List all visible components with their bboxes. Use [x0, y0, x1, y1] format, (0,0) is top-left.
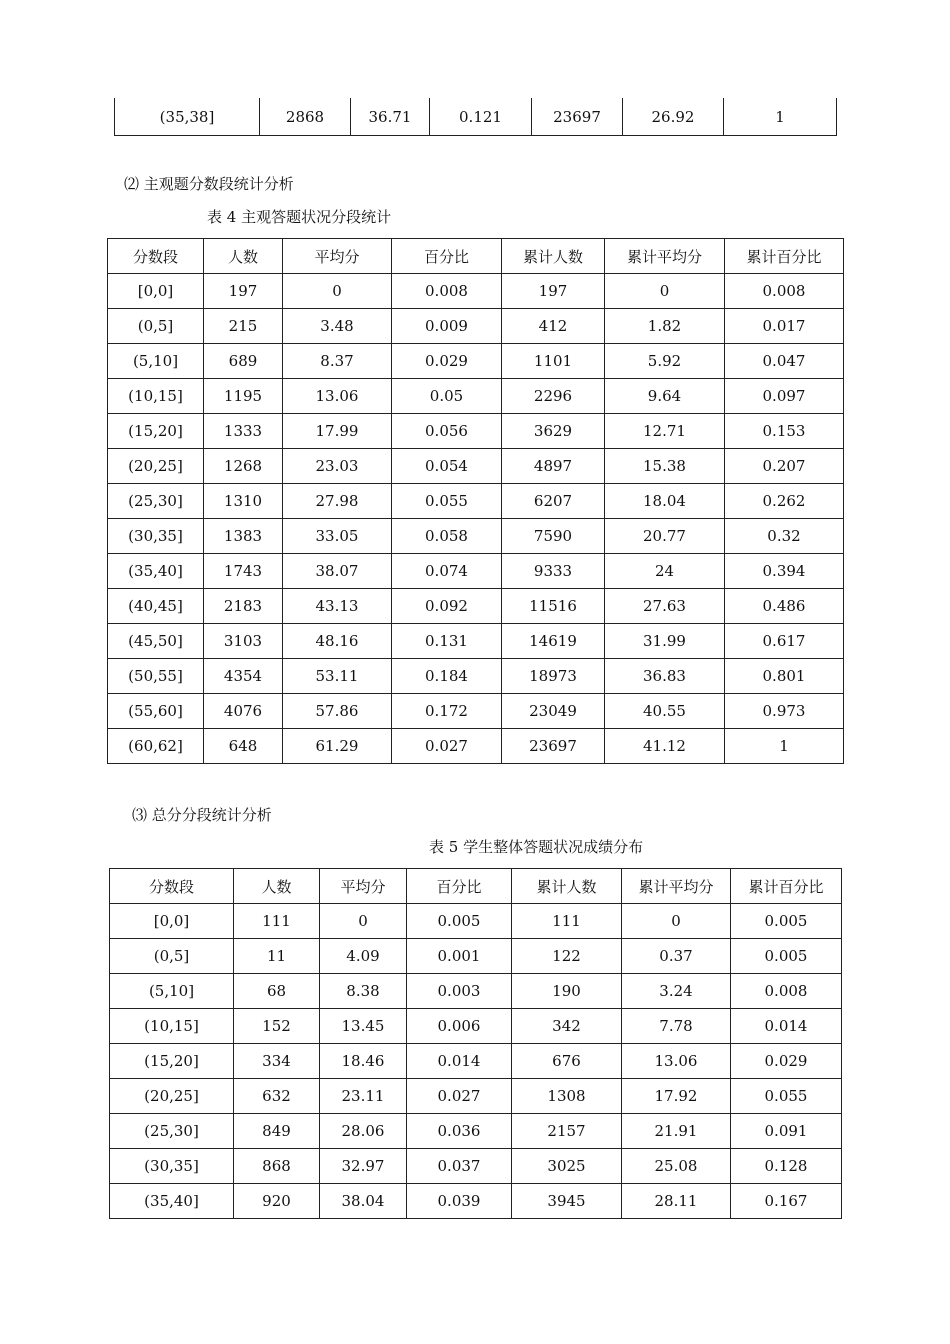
column-header: 人数 — [234, 869, 320, 904]
table-cell: 0.05 — [392, 379, 502, 414]
column-header: 分数段 — [110, 869, 234, 904]
table-cell: 25.08 — [622, 1149, 731, 1184]
top-table-fragment — [114, 98, 837, 136]
table-cell: 14619 — [502, 624, 605, 659]
table-cell: 26.92 — [623, 98, 724, 136]
table-cell: 0.128 — [731, 1149, 842, 1184]
table-row — [110, 1184, 842, 1219]
table-cell: (40,45] — [108, 589, 204, 624]
table-cell: (60,62] — [108, 729, 204, 764]
table-cell: 53.11 — [283, 659, 392, 694]
table-cell: (15,20] — [108, 414, 204, 449]
table-row — [108, 729, 844, 764]
table-row — [110, 1149, 842, 1184]
table-row — [110, 1009, 842, 1044]
table-cell: (30,35] — [110, 1149, 234, 1184]
table-cell: 197 — [204, 274, 283, 309]
table-cell: 2296 — [502, 379, 605, 414]
table-cell: 0.047 — [725, 344, 844, 379]
column-header: 平均分 — [320, 869, 407, 904]
table-cell: 868 — [234, 1149, 320, 1184]
table-cell: 920 — [234, 1184, 320, 1219]
table-cell: 0 — [283, 274, 392, 309]
table-cell: (0,5] — [108, 309, 204, 344]
table-cell: 0.167 — [731, 1184, 842, 1219]
table-cell: 0.153 — [725, 414, 844, 449]
table-cell: 57.86 — [283, 694, 392, 729]
table-cell: 28.06 — [320, 1114, 407, 1149]
table4-caption: 表 4 主观答题状况分段统计 — [207, 208, 392, 226]
table-cell: 3.24 — [622, 974, 731, 1009]
table-cell: (45,50] — [108, 624, 204, 659]
table-cell: 0.801 — [725, 659, 844, 694]
table-cell: 1101 — [502, 344, 605, 379]
table-cell: 8.37 — [283, 344, 392, 379]
table-row — [110, 974, 842, 1009]
table-cell: 40.55 — [605, 694, 725, 729]
table-row — [108, 519, 844, 554]
table-cell: 2868 — [260, 98, 351, 136]
table-row — [108, 589, 844, 624]
table-cell: 21.91 — [622, 1114, 731, 1149]
table-cell: 1268 — [204, 449, 283, 484]
table-cell: 0.32 — [725, 519, 844, 554]
table-cell: 4897 — [502, 449, 605, 484]
table-cell: 1333 — [204, 414, 283, 449]
table-cell: 0.027 — [407, 1079, 512, 1114]
table-cell: 0 — [622, 904, 731, 939]
table-cell: 0.029 — [392, 344, 502, 379]
column-header: 累计百分比 — [731, 869, 842, 904]
table-cell: 0.014 — [731, 1009, 842, 1044]
table-cell: 24 — [605, 554, 725, 589]
table-cell: 0.394 — [725, 554, 844, 589]
table-cell: (15,20] — [110, 1044, 234, 1079]
table-cell: 0.056 — [392, 414, 502, 449]
table-cell: 0.001 — [407, 939, 512, 974]
table-cell: 18.04 — [605, 484, 725, 519]
table-cell: 334 — [234, 1044, 320, 1079]
table-cell: 23697 — [502, 729, 605, 764]
table-cell: 111 — [234, 904, 320, 939]
column-header: 百分比 — [392, 239, 502, 274]
table-cell: 0.37 — [622, 939, 731, 974]
table-cell: 11 — [234, 939, 320, 974]
table-cell: 41.12 — [605, 729, 725, 764]
table-row — [108, 344, 844, 379]
table-cell: 111 — [512, 904, 622, 939]
table-cell: 0.014 — [407, 1044, 512, 1079]
column-header: 累计百分比 — [725, 239, 844, 274]
table-cell: 0.121 — [430, 98, 532, 136]
table-cell: 3103 — [204, 624, 283, 659]
table-cell: 215 — [204, 309, 283, 344]
table-cell: 0.055 — [392, 484, 502, 519]
table-cell: 18.46 — [320, 1044, 407, 1079]
table-cell: 676 — [512, 1044, 622, 1079]
table-cell: 0.054 — [392, 449, 502, 484]
table-cell: 17.92 — [622, 1079, 731, 1114]
table-cell: 0.184 — [392, 659, 502, 694]
column-header: 百分比 — [407, 869, 512, 904]
column-header: 累计平均分 — [605, 239, 725, 274]
table-cell: [0,0] — [110, 904, 234, 939]
table-cell: 48.16 — [283, 624, 392, 659]
table-cell: 4.09 — [320, 939, 407, 974]
table-cell: 342 — [512, 1009, 622, 1044]
table-cell: 0.097 — [725, 379, 844, 414]
table-cell: (35,38] — [115, 98, 260, 136]
table-cell: 6207 — [502, 484, 605, 519]
table-cell: 23049 — [502, 694, 605, 729]
table-row — [110, 939, 842, 974]
table-cell: 15.38 — [605, 449, 725, 484]
table-cell: 0.058 — [392, 519, 502, 554]
table-cell: 1308 — [512, 1079, 622, 1114]
table-row — [110, 1079, 842, 1114]
table-cell: (5,10] — [108, 344, 204, 379]
table-cell: 18973 — [502, 659, 605, 694]
table-cell: 2157 — [512, 1114, 622, 1149]
table-cell: 0.486 — [725, 589, 844, 624]
table-row — [110, 1114, 842, 1149]
table-cell: 0 — [320, 904, 407, 939]
table-cell: 0.008 — [392, 274, 502, 309]
table-cell: 20.77 — [605, 519, 725, 554]
table-cell: 0.131 — [392, 624, 502, 659]
table-row — [108, 414, 844, 449]
table-row — [108, 309, 844, 344]
table-header-row — [110, 869, 842, 904]
table-cell: 152 — [234, 1009, 320, 1044]
table-cell: 23.03 — [283, 449, 392, 484]
table-cell: 23.11 — [320, 1079, 407, 1114]
table-row — [108, 484, 844, 519]
table-cell: 32.97 — [320, 1149, 407, 1184]
table-cell: 0.037 — [407, 1149, 512, 1184]
table-row — [110, 904, 842, 939]
table-cell: 27.98 — [283, 484, 392, 519]
table-cell: 0.262 — [725, 484, 844, 519]
table-cell: 0.074 — [392, 554, 502, 589]
table-cell: 0.005 — [407, 904, 512, 939]
table-cell: 36.83 — [605, 659, 725, 694]
table-cell: 1.82 — [605, 309, 725, 344]
column-header: 平均分 — [283, 239, 392, 274]
table-cell: 0.055 — [731, 1079, 842, 1114]
table-cell: 27.63 — [605, 589, 725, 624]
section-heading-total-score: ⑶ 总分分段统计分析 — [132, 806, 272, 824]
table-cell: [0,0] — [108, 274, 204, 309]
table-cell: 1383 — [204, 519, 283, 554]
column-header: 人数 — [204, 239, 283, 274]
table-cell: (0,5] — [110, 939, 234, 974]
table-row — [108, 449, 844, 484]
table-cell: 23697 — [532, 98, 623, 136]
table5-total-score-distribution — [109, 868, 842, 1219]
table-cell: 1195 — [204, 379, 283, 414]
table-row — [108, 379, 844, 414]
table-cell: 8.38 — [320, 974, 407, 1009]
table-cell: 0.008 — [731, 974, 842, 1009]
table-cell: 38.04 — [320, 1184, 407, 1219]
table-cell: 0.091 — [731, 1114, 842, 1149]
table-cell: 0.036 — [407, 1114, 512, 1149]
table-cell: 0.017 — [725, 309, 844, 344]
column-header: 累计人数 — [512, 869, 622, 904]
table4-subjective-score-bands — [107, 238, 844, 764]
table-cell: 0.617 — [725, 624, 844, 659]
table-cell: 1743 — [204, 554, 283, 589]
table5-caption: 表 5 学生整体答题状况成绩分布 — [429, 838, 644, 856]
table-cell: (10,15] — [108, 379, 204, 414]
table-cell: 4354 — [204, 659, 283, 694]
table-cell: (20,25] — [108, 449, 204, 484]
table-cell: 38.07 — [283, 554, 392, 589]
table-cell: 849 — [234, 1114, 320, 1149]
table-cell: 0.207 — [725, 449, 844, 484]
table-cell: 1 — [725, 729, 844, 764]
table-cell: (35,40] — [108, 554, 204, 589]
table-cell: 7.78 — [622, 1009, 731, 1044]
table-cell: 3629 — [502, 414, 605, 449]
table-cell: (35,40] — [110, 1184, 234, 1219]
table-cell: (30,35] — [108, 519, 204, 554]
table-row — [108, 554, 844, 589]
table-cell: 28.11 — [622, 1184, 731, 1219]
column-header: 分数段 — [108, 239, 204, 274]
section-heading-subjective: ⑵ 主观题分数段统计分析 — [124, 175, 294, 193]
table-cell: 4076 — [204, 694, 283, 729]
table-header-row — [108, 239, 844, 274]
table-cell: 0.003 — [407, 974, 512, 1009]
table-cell: (5,10] — [110, 974, 234, 1009]
table-cell: 7590 — [502, 519, 605, 554]
table-cell: 1310 — [204, 484, 283, 519]
table-cell: 0.006 — [407, 1009, 512, 1044]
table-cell: 11516 — [502, 589, 605, 624]
table-cell: 9.64 — [605, 379, 725, 414]
table-row — [108, 694, 844, 729]
table-cell: 17.99 — [283, 414, 392, 449]
table-cell: 13.06 — [283, 379, 392, 414]
table-cell: 2183 — [204, 589, 283, 624]
table-cell: 197 — [502, 274, 605, 309]
table-cell: 0.008 — [725, 274, 844, 309]
table-cell: 0.009 — [392, 309, 502, 344]
table-row — [108, 274, 844, 309]
table-cell: 1 — [724, 98, 837, 136]
table-cell: (20,25] — [110, 1079, 234, 1114]
table-cell: (50,55] — [108, 659, 204, 694]
table-cell: 0.092 — [392, 589, 502, 624]
table-cell: (55,60] — [108, 694, 204, 729]
table-cell: 12.71 — [605, 414, 725, 449]
table-row — [115, 98, 837, 136]
table-cell: 689 — [204, 344, 283, 379]
table-row — [110, 1044, 842, 1079]
table-cell: (25,30] — [110, 1114, 234, 1149]
table-row — [108, 659, 844, 694]
table-cell: 68 — [234, 974, 320, 1009]
table-row — [108, 624, 844, 659]
column-header: 累计平均分 — [622, 869, 731, 904]
table-cell: (10,15] — [110, 1009, 234, 1044]
table-cell: 648 — [204, 729, 283, 764]
table-cell: 31.99 — [605, 624, 725, 659]
table-cell: 33.05 — [283, 519, 392, 554]
table-cell: 122 — [512, 939, 622, 974]
table-cell: 0.172 — [392, 694, 502, 729]
table-cell: 9333 — [502, 554, 605, 589]
table-cell: 43.13 — [283, 589, 392, 624]
table-cell: 13.45 — [320, 1009, 407, 1044]
table-cell: 5.92 — [605, 344, 725, 379]
table-cell: 632 — [234, 1079, 320, 1114]
table-cell: 0.029 — [731, 1044, 842, 1079]
table-cell: 190 — [512, 974, 622, 1009]
table-cell: 3025 — [512, 1149, 622, 1184]
table-cell: 3.48 — [283, 309, 392, 344]
table-cell: 0.039 — [407, 1184, 512, 1219]
table-cell: (25,30] — [108, 484, 204, 519]
table-cell: 0.005 — [731, 904, 842, 939]
table-cell: 0.973 — [725, 694, 844, 729]
table-cell: 0 — [605, 274, 725, 309]
column-header: 累计人数 — [502, 239, 605, 274]
table-cell: 0.027 — [392, 729, 502, 764]
table-cell: 412 — [502, 309, 605, 344]
table-cell: 13.06 — [622, 1044, 731, 1079]
table-cell: 36.71 — [351, 98, 430, 136]
table-cell: 3945 — [512, 1184, 622, 1219]
table-cell: 61.29 — [283, 729, 392, 764]
table-cell: 0.005 — [731, 939, 842, 974]
